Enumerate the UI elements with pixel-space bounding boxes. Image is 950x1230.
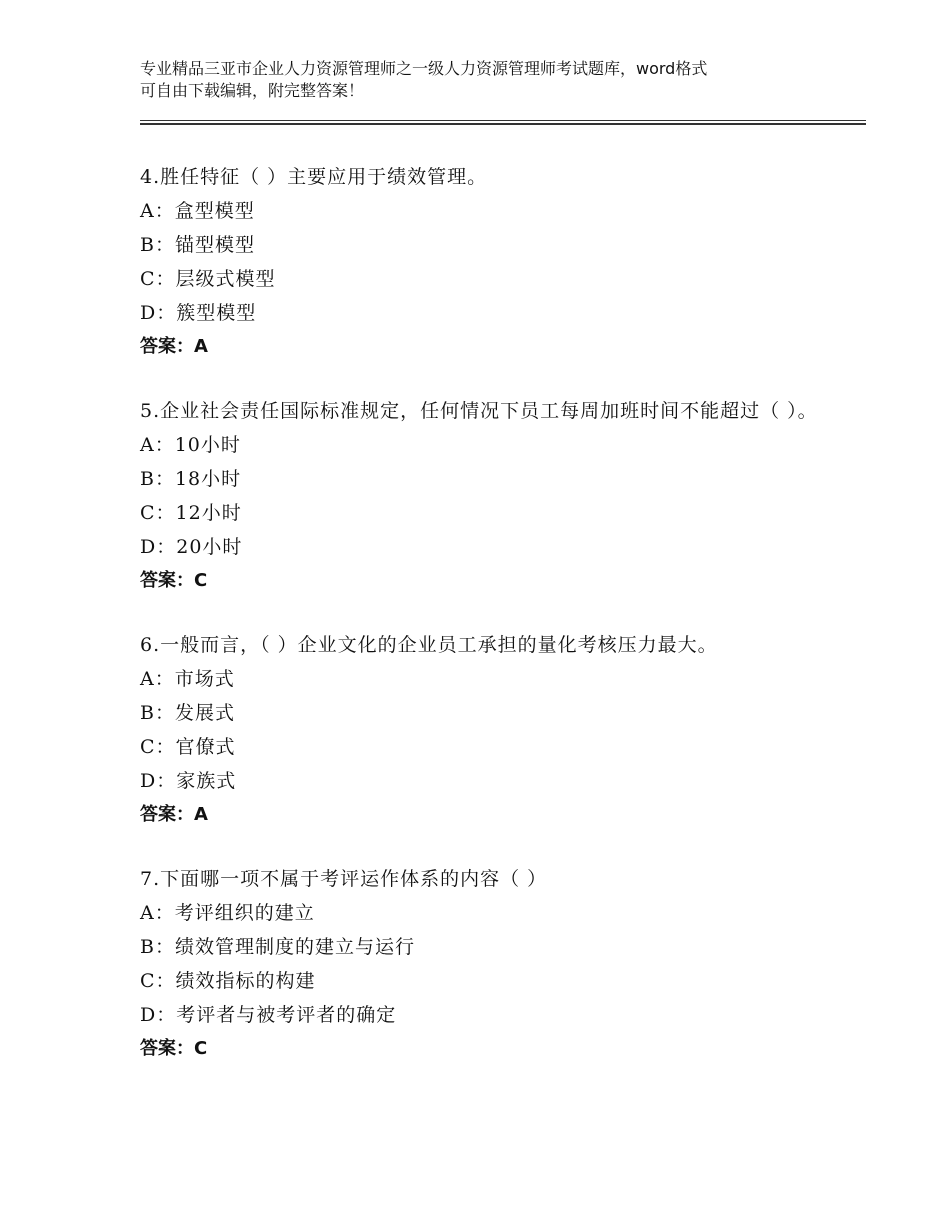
divider-thin-line (140, 120, 866, 121)
option-c: C：绩效指标的构建 (140, 970, 316, 992)
question-stem: 4.胜任特征（ ）主要应用于绩效管理。 (140, 166, 488, 188)
option-b: B：绩效管理制度的建立与运行 (140, 936, 415, 958)
option-d: D：家族式 (140, 770, 237, 792)
option-c: C：官僚式 (140, 736, 236, 758)
header-title-line-2: 可自由下载编辑，附完整答案！ (140, 81, 365, 100)
answer-label: 答案：C (140, 570, 208, 591)
question-7 (140, 862, 820, 1066)
question-5 (140, 394, 820, 598)
question-stem: 7.下面哪一项不属于考评运作体系的内容（ ） (140, 868, 548, 890)
divider-thick-line (140, 123, 866, 125)
option-c: C：层级式模型 (140, 268, 276, 290)
option-b: B：18小时 (140, 468, 242, 490)
option-a: A：市场式 (140, 668, 235, 690)
option-d: D：考评者与被考评者的确定 (140, 1004, 397, 1026)
header-title-line-1: 专业精品三亚市企业人力资源管理师之一级人力资源管理师考试题库，word格式 (140, 59, 708, 78)
answer-label: 答案：C (140, 1038, 208, 1059)
option-b: B：发展式 (140, 702, 235, 724)
document-header (140, 58, 820, 102)
option-a: A：盒型模型 (140, 200, 255, 222)
option-d: D：20小时 (140, 536, 243, 558)
answer-label: 答案：A (140, 336, 208, 357)
option-c: C：12小时 (140, 502, 242, 524)
answer-label: 答案：A (140, 804, 208, 825)
option-d: D：簇型模型 (140, 302, 257, 324)
option-a: A：10小时 (140, 434, 241, 456)
question-4 (140, 160, 820, 364)
question-list (140, 160, 820, 1096)
question-6 (140, 628, 820, 832)
question-stem: 6.一般而言，（ ）企业文化的企业员工承担的量化考核压力最大。 (140, 634, 718, 656)
question-stem: 5.企业社会责任国际标准规定，任何情况下员工每周加班时间不能超过（ ）。 (140, 400, 818, 422)
option-b: B：锚型模型 (140, 234, 255, 256)
header-divider (140, 120, 866, 126)
option-a: A：考评组织的建立 (140, 902, 315, 924)
